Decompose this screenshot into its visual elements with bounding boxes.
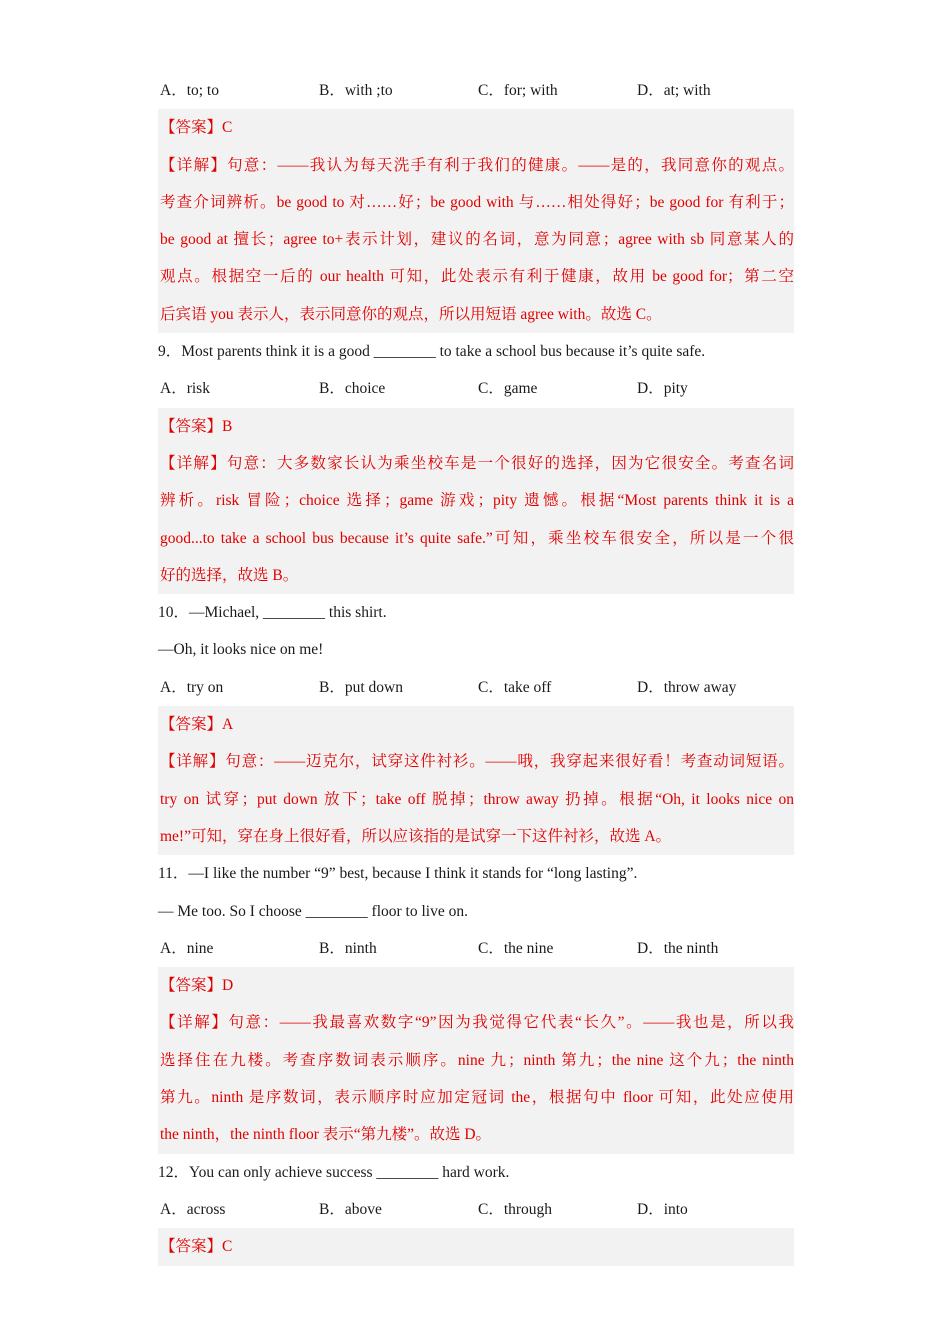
option-a: A．across — [160, 1200, 226, 1218]
explanation-line: 选择住在九楼。考查序数词表示顺序。nine 九；ninth 第九；the nine 这个九；the ninth — [160, 1051, 794, 1069]
answer-line: 【答案】B — [160, 417, 233, 435]
explanation-line: me!”可知，穿在身上很好看，所以应该指的是试穿一下这件衬衫，故选 A。 — [160, 827, 672, 845]
option-a: A．to; to — [160, 82, 219, 99]
explanation-line: 考查介词辨析。be good to 对……好；be good with 与……相处得好；be good for 有利于； — [160, 193, 794, 211]
option-d: D．throw away — [637, 678, 737, 696]
explanation-line: 观点。根据空一后的 our health 可知，此处表示有利于健康，故用 be good for；第二空 — [160, 268, 794, 286]
option-c: C．through — [478, 1200, 553, 1218]
answer-line: 【答案】C — [160, 119, 233, 137]
explanation-line: 辨析。risk 冒险；choice 选择；game 游戏；pity 遗憾。根据“Most parents think it is a — [160, 492, 794, 510]
explanation-line: the ninth，the ninth floor 表示“第九楼”。故选 D。 — [160, 1126, 492, 1144]
answer-options — [158, 370, 794, 407]
option-c: C．for; with — [478, 82, 558, 99]
explanation-line: 【详解】句意：——我认为每天洗手有利于我们的健康。——是的，我同意你的观点。 — [160, 156, 794, 174]
question-text: 12．You can only achieve success ________ hard work. — [158, 1163, 510, 1181]
document-page — [158, 72, 794, 1266]
option-a: A．try on — [160, 678, 224, 696]
answer-line: 【答案】A — [160, 716, 234, 734]
option-c: C．the nine — [478, 939, 554, 957]
answer-options — [158, 72, 794, 109]
answer-options — [158, 1191, 794, 1228]
answer-explanation-box — [158, 408, 794, 594]
explanation-line: 第九。ninth 是序数词，表示顺序时应加定冠词 the，根据句中 floor 可知，此处应使用 — [160, 1089, 794, 1107]
answer-options — [158, 669, 794, 706]
question-text: —Oh, it looks nice on me! — [158, 641, 324, 659]
explanation-line: 【详解】句意：——迈克尔，试穿这件衬衫。——哦，我穿起来很好看！考查动词短语。 — [160, 753, 794, 771]
option-c: C．game — [478, 380, 538, 398]
option-d: D．into — [637, 1200, 688, 1218]
explanation-line: 【详解】句意：大多数家长认为乘坐校车是一个很好的选择，因为它很安全。考查名词 — [160, 454, 794, 472]
answer-line: 【答案】D — [160, 977, 234, 995]
option-b: B．choice — [319, 380, 386, 398]
question-text: — Me too. So I choose ________ floor to live on. — [158, 902, 468, 920]
explanation-line: try on 试穿；put down 放下；take off 脱掉；throw away 扔掉。根据“Oh, it looks nice on — [160, 790, 794, 808]
option-c: C．take off — [478, 678, 552, 696]
question-text: 11．—I like the number “9” best, because I think it stands for “long lasting”. — [158, 865, 638, 883]
answer-explanation-box — [158, 1228, 794, 1265]
option-a: A．nine — [160, 939, 214, 957]
option-b: B．ninth — [319, 939, 377, 957]
answer-options — [158, 930, 794, 967]
option-d: D．at; with — [637, 82, 711, 99]
answer-explanation-box — [158, 967, 794, 1153]
answer-line: 【答案】C — [160, 1238, 233, 1256]
explanation-line: 【详解】句意：——我最喜欢数字“9”因为我觉得它代表“长久”。——我也是，所以我 — [160, 1014, 794, 1032]
option-d: D．pity — [637, 380, 688, 398]
answer-explanation-box — [158, 706, 794, 855]
answer-explanation-box — [158, 109, 794, 333]
option-d: D．the ninth — [637, 939, 719, 957]
question-text: 9．Most parents think it is a good ________ to take a school bus because it’s quite safe. — [158, 343, 706, 361]
option-a: A．risk — [160, 380, 210, 398]
option-b: B．above — [319, 1200, 382, 1218]
question-text: 10．—Michael, ________ this shirt. — [158, 604, 387, 622]
option-b: B．put down — [319, 678, 403, 696]
explanation-line: 好的选择，故选 B。 — [160, 566, 299, 584]
option-b: B．with ;to — [319, 82, 393, 99]
explanation-line: be good at 擅长；agree to+表示计划，建议的名词，意为同意；agree with sb 同意某人的 — [160, 231, 794, 249]
explanation-line: 后宾语 you 表示人，表示同意你的观点，所以用短语 agree with。故选 C。 — [160, 305, 662, 323]
explanation-line: good...to take a school bus because it’s quite safe.”可知，乘坐校车很安全，所以是一个很 — [160, 529, 794, 547]
